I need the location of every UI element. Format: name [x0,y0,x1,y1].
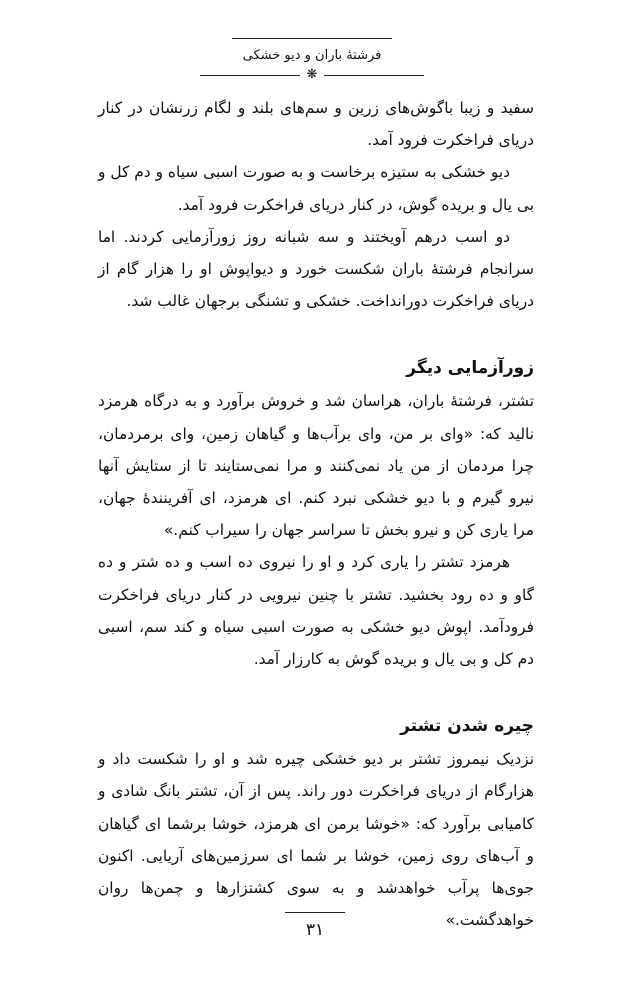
running-title: فرشتهٔ باران و دیو خشکی [242,48,382,63]
header-rule-right [324,75,424,76]
page-footer [285,912,345,941]
header-rule-left [200,75,300,76]
paragraph: هرمزد تشتر را یاری کرد و او را نیروی ده اسب و ده شتر و ده گاو و ده رود بخشید. تشتر با چنین نیرویی در کنار دریای فراخکرت فرودآمد. اپوش دیو خشکی به صورت اسبی سیاه و کند سم، اسبی دم کل و بی یال و بریده گوش به کارزار آمد. [98,553,534,669]
section-heading: چیره شدن تشتر [400,716,534,737]
page-body [98,92,534,936]
header-rule-top [232,38,392,39]
paragraph: نزدیک نیمروز تشتر بر دیو خشکی چیره شد و او را شکست داد و هزارگام از دریای فراخکرت دور راند. پس از آن، تشتر بانگ شادی و کامیابی برآورد که: «خوشا برمن ای هرمزد، خوشا برشما ای گیاهان و آب‌های روی زمین، خوشا بر شما ای سرزمین‌های آریایی. اکنون جوی‌ها پرآب خواهدشد و به سوی کشتزارها و چمن‌ها روان خواهدگشت.» [98,750,534,930]
header-rule-bottom [200,69,424,83]
paragraph: سفید و زیبا باگوش‌های زرین و سم‌های بلند و لگام زرنشان در کنار دریای فراخکرت فرود آمد. [98,99,534,150]
paragraph: دیو خشکی به ستیزه برخاست و به صورت اسبی سیاه و دم کل و بی یال و بریده گوش، در کنار دریای فراخکرت فرود آمد. [98,163,534,214]
ornament-icon: ❋ [306,67,318,82]
paragraph: دو اسب درهم آویختند و سه شبانه روز زورآزمایی کردند. اما سرانجام فرشتهٔ باران شکست خورد و دیواپوش او را هزار گام از دریای فراخکرت دورانداخت. خشکی و تشنگی برجهان غالب شد. [98,227,534,311]
section-heading: زورآزمایی دیگر [406,358,534,379]
footer-rule [285,912,345,913]
page-number: ۳۱ [305,920,325,940]
paragraph: تشتر، فرشتهٔ باران، هراسان شد و خروش برآورد و به درگاه هرمزد نالید که: «وای بر من، وای برآب‌ها و گیاهان زمین، وای برمردمان، چرا مردمان از من یاد نمی‌کنند و مرا نمی‌ستایند تا از ستایش آنها نیرو گیرم و با دیو خشکی نبرد کنم. ای هرمزد، ای آفرینندهٔ جهان، مرا یاری کن و نیرو بخش تا سراسر جهان را سیراب کنم.» [98,392,534,540]
running-header [200,38,424,83]
